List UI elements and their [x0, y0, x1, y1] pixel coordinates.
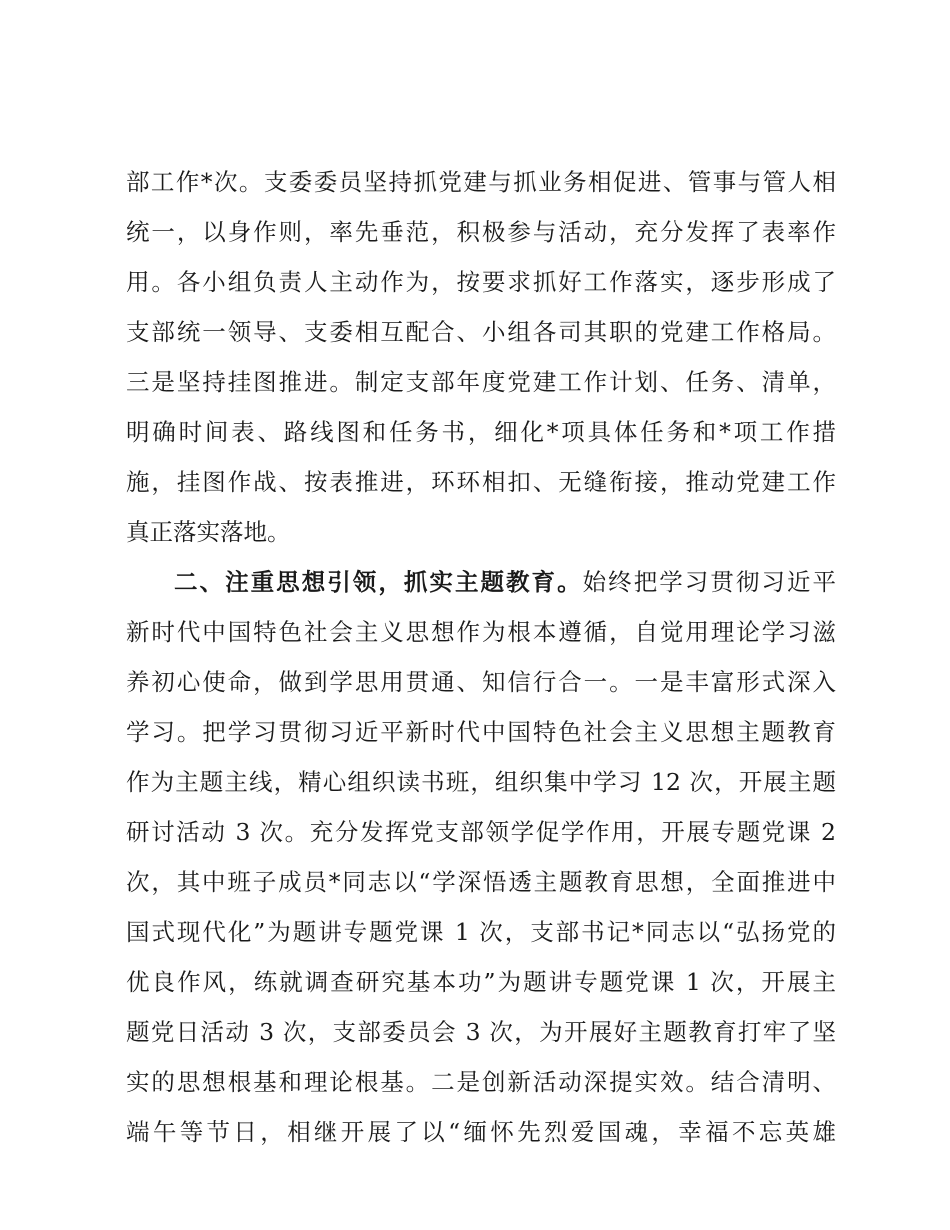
paragraph-line: 施，挂图作战、按表推进，环环相扣、无缝衔接，推动党建工作 — [126, 468, 836, 496]
paragraph-line: 题党日活动 3 次，支部委员会 3 次，为开展好主题教育打牢了坚 — [126, 1018, 836, 1046]
paragraph-line: 真正落实落地。 — [126, 518, 291, 546]
paragraph-line: 实的思想根基和理论根基。二是创新活动深提实效。结合清明、 — [126, 1068, 836, 1096]
paragraph-line: 次，其中班子成员*同志以“学深悟透主题教育思想，全面推进中 — [126, 868, 836, 896]
paragraph-line: 研讨活动 3 次。充分发挥党支部领学促学作用，开展专题党课 2 — [126, 818, 836, 846]
paragraph-line: 三是坚持挂图推进。制定支部年度党建工作计划、任务、清单， — [126, 368, 836, 396]
paragraph-line: 端午等节日，相继开展了以“缅怀先烈爱国魂，幸福不忘英雄 — [126, 1118, 836, 1146]
paragraph-line: 部工作*次。支委委员坚持抓党建与抓业务相促进、管事与管人相 — [126, 168, 836, 196]
section-heading-line — [174, 562, 836, 602]
paragraph-line: 学习。把学习贯彻习近平新时代中国特色社会主义思想主题教育 — [126, 718, 836, 746]
paragraph-line: 统一，以身作则，率先垂范，积极参与活动，充分发挥了表率作 — [126, 218, 836, 246]
paragraph-line: 支部统一领导、支委相互配合、小组各司其职的党建工作格局。 — [126, 318, 836, 346]
paragraph-line: 养初心使命，做到学思用贯通、知信行合一。一是丰富形式深入 — [126, 668, 836, 696]
paragraph-line: 作为主题主线，精心组织读书班，组织集中学习 12 次，开展主题 — [126, 768, 836, 796]
paragraph-line: 用。各小组负责人主动作为，按要求抓好工作落实，逐步形成了 — [126, 268, 836, 296]
section-heading-continuation: 始终把学习贯彻习近平 — [582, 568, 837, 596]
paragraph-line: 国式现代化”为题讲专题党课 1 次，支部书记*同志以“弘扬党的 — [126, 918, 836, 946]
paragraph-line: 明确时间表、路线图和任务书，细化*项具体任务和*项工作措 — [126, 418, 836, 446]
section-heading: 二、注重思想引领，抓实主题教育。 — [174, 568, 583, 596]
paragraph-line: 新时代中国特色社会主义思想作为根本遵循，自觉用理论学习滋 — [126, 618, 836, 646]
paragraph-line: 优良作风，练就调查研究基本功”为题讲专题党课 1 次，开展主 — [126, 968, 836, 996]
